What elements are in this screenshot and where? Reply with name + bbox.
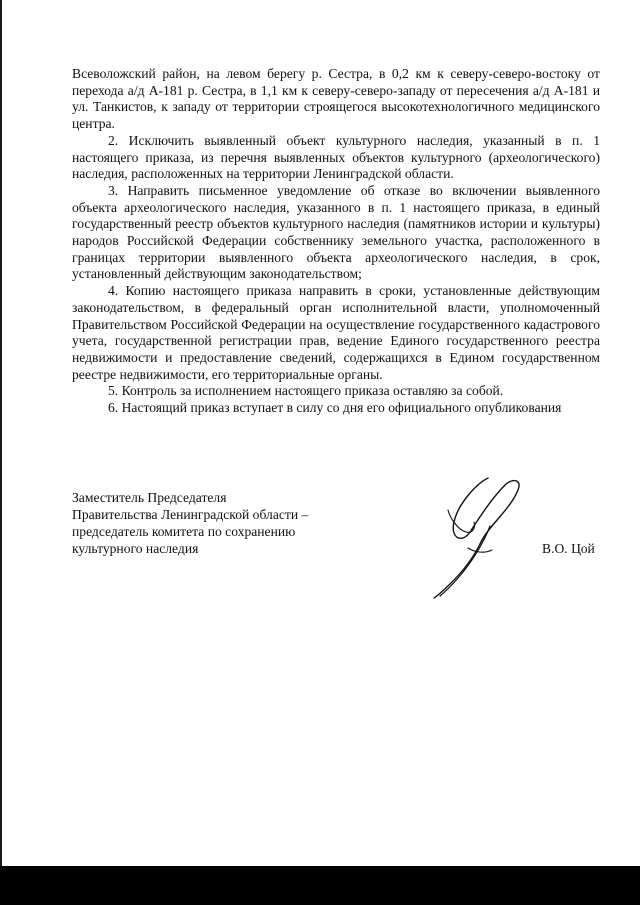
scan-left-edge	[0, 0, 2, 905]
signer-name: В.О. Цой	[542, 541, 595, 556]
signatory-title-line: Правительства Ленинградской области –	[72, 507, 309, 522]
document-body	[72, 66, 600, 417]
handwritten-signature-icon	[418, 470, 528, 600]
signatory-title-line: культурного наследия	[72, 541, 199, 556]
signatory-title-line: Заместитель Председателя	[72, 490, 227, 505]
paragraph-item-4: 4. Копию настоящего приказа направить в сроки, установленные действующим законодательством, в федеральный орган исполнительной власти, уполномоченный Правительством Российской Федерации на осуществление государственного кадастрового учета, государственной регистрации прав, ведение Единого государственного реестра недвижимости и предоставление сведений, содержащихся в Едином государственном реестре недвижимости, его территориальные органы.	[72, 283, 600, 382]
signatory-title-line: председатель комитета по сохранению	[72, 524, 296, 539]
signatory-title	[72, 489, 372, 557]
paragraph-item-2: 2. Исключить выявленный объект культурного наследия, указанный в п. 1 настоящего приказа, из перечня выявленных объектов культурного (археологического) наследия, расположенных на территории Ленинградской области.	[72, 132, 600, 182]
paragraph-item-5: 5. Контроль за исполнением настоящего приказа оставляю за собой.	[108, 383, 504, 399]
paragraph-item-3: 3. Направить письменное уведомление об отказе во включении выявленного объекта археологического наследия, указанного в п. 1 настоящего приказа, в единый государственный реестр объектов культурного наследия (памятников истории и культуры) народов Российской Федерации собственнику земельного участка, расположенного в границах территории выявленного объекта археологического наследия, в срок, установленный действующим законодательством;	[72, 182, 600, 282]
scan-bottom-border	[0, 866, 640, 905]
paragraph-continuation: Всеволожский район, на левом берегу р. Сестра, в 0,2 км к северу-северо-востоку от перехода а/д А-181 р. Сестра, в 1,1 км к северу-северо-западу от пересечения а/д А-181 и ул. Танкистов, к западу от территории строящегося высокотехнологичного медицинского центра.	[72, 66, 600, 132]
paragraph-item-6: 6. Настоящий приказ вступает в силу со дня его официального опубликования	[108, 400, 562, 416]
